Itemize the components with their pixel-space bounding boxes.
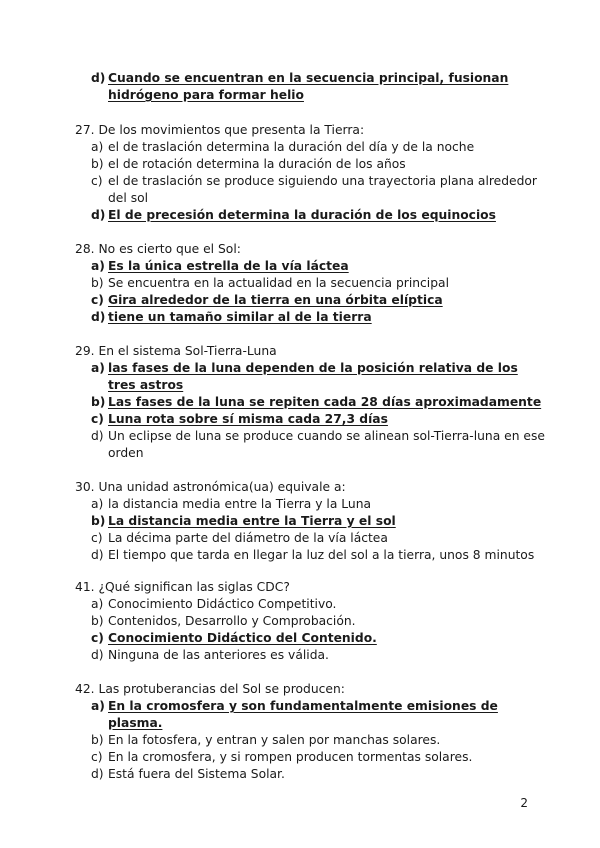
option-label: d) xyxy=(91,208,106,222)
option-label: b) xyxy=(91,733,104,747)
option-text: el de traslación se produce siguiendo una trayectoria plana alrededor del sol xyxy=(108,174,537,205)
page-number: 2 xyxy=(520,796,528,810)
question-29 xyxy=(75,343,545,462)
option-label: a) xyxy=(91,140,104,154)
option-label: d) xyxy=(91,548,104,562)
answer-option-correct xyxy=(75,207,545,224)
answer-option-correct xyxy=(75,360,545,394)
option-label: c) xyxy=(91,412,104,426)
question-stem: 28. No es cierto que el Sol: xyxy=(75,242,241,256)
question-stem: 29. En el sistema Sol-Tierra-Luna xyxy=(75,344,277,358)
answer-option xyxy=(75,275,545,292)
question-stem: 42. Las protuberancias del Sol se producen: xyxy=(75,682,345,696)
option-label: c) xyxy=(91,631,104,645)
option-text: Conocimiento Didáctico del Contenido. xyxy=(108,631,377,645)
answer-option xyxy=(75,766,545,783)
option-label: b) xyxy=(91,614,104,628)
option-label: d) xyxy=(91,767,104,781)
answer-option-correct xyxy=(75,630,545,647)
option-label: c) xyxy=(91,531,103,545)
option-text: Las fases de la luna se repiten cada 28 días aproximadamente xyxy=(108,395,542,409)
question-stem: 41. ¿Qué significan las siglas CDC? xyxy=(75,580,290,594)
option-label: a) xyxy=(91,597,104,611)
answer-option xyxy=(75,139,545,156)
answer-option xyxy=(75,173,545,207)
answer-option xyxy=(75,156,545,173)
answer-option xyxy=(75,749,545,766)
option-text: La décima parte del diámetro de la vía láctea xyxy=(108,531,388,545)
option-text: el de traslación determina la duración del día y de la noche xyxy=(108,140,475,154)
answer-option-correct xyxy=(75,70,545,104)
question-27 xyxy=(75,122,545,224)
option-text: Conocimiento Didáctico Competitivo. xyxy=(108,597,337,611)
answer-option-correct xyxy=(75,411,545,428)
option-text: El de precesión determina la duración de los equinocios xyxy=(108,208,496,222)
option-text: En la cromosfera, y si rompen producen tormentas solares. xyxy=(108,750,473,764)
answer-option xyxy=(75,613,545,630)
option-text: Cuando se encuentran en la secuencia principal, fusionan hidrógeno para formar helio xyxy=(108,71,509,102)
option-text: Ninguna de las anteriores es válida. xyxy=(108,648,329,662)
question-28 xyxy=(75,241,545,326)
answer-option xyxy=(75,428,545,462)
answer-option xyxy=(75,647,545,664)
option-text: las fases de la luna dependen de la posición relativa de los tres astros xyxy=(108,361,518,392)
option-text: En la cromosfera y son fundamentalmente emisiones de plasma. xyxy=(108,699,498,730)
question-41 xyxy=(75,579,545,664)
option-text: el de rotación determina la duración de los años xyxy=(108,157,406,171)
option-label: c) xyxy=(91,750,103,764)
option-label: d) xyxy=(91,71,106,85)
option-label: a) xyxy=(91,259,105,273)
option-text: la distancia media entre la Tierra y la Luna xyxy=(108,497,372,511)
answer-option xyxy=(75,530,545,547)
option-text: Contenidos, Desarrollo y Comprobación. xyxy=(108,614,356,628)
answer-option-correct xyxy=(75,292,545,309)
question-stem: 30. Una unidad astronómica(ua) equivale a: xyxy=(75,480,346,494)
option-label: d) xyxy=(91,429,104,443)
option-text: Es la única estrella de la vía láctea xyxy=(108,259,349,273)
answer-option xyxy=(75,496,545,513)
option-text: En la fotosfera, y entran y salen por manchas solares. xyxy=(108,733,441,747)
option-text: La distancia media entre la Tierra y el sol xyxy=(108,514,396,528)
question-stem: 27. De los movimientos que presenta la Tierra: xyxy=(75,123,365,137)
option-label: a) xyxy=(91,497,104,511)
option-text: tiene un tamaño similar al de la tierra xyxy=(108,310,372,324)
option-text: Se encuentra en la actualidad en la secuencia principal xyxy=(108,276,449,290)
answer-option xyxy=(75,547,545,564)
answer-option-correct xyxy=(75,394,545,411)
option-label: c) xyxy=(91,174,103,188)
option-text: Un eclipse de luna se produce cuando se alinean sol-Tierra-luna en ese orden xyxy=(108,429,545,460)
option-label: b) xyxy=(91,514,106,528)
option-label: b) xyxy=(91,395,106,409)
option-label: d) xyxy=(91,310,106,324)
answer-option xyxy=(75,732,545,749)
option-label: a) xyxy=(91,361,105,375)
answer-option-correct xyxy=(75,309,545,326)
answer-option-correct xyxy=(75,258,545,275)
option-text: Gira alrededor de la tierra en una órbita elíptica xyxy=(108,293,443,307)
option-label: a) xyxy=(91,699,105,713)
answer-option xyxy=(75,596,545,613)
option-label: b) xyxy=(91,276,104,290)
option-text: Luna rota sobre sí misma cada 27,3 días xyxy=(108,412,388,426)
answer-option-correct xyxy=(75,698,545,732)
option-label: c) xyxy=(91,293,104,307)
answer-option-correct xyxy=(75,513,545,530)
question-26-tail xyxy=(75,70,545,104)
question-42 xyxy=(75,681,545,783)
option-label: b) xyxy=(91,157,104,171)
option-label: d) xyxy=(91,648,104,662)
question-30 xyxy=(75,479,545,564)
option-text: Está fuera del Sistema Solar. xyxy=(108,767,285,781)
option-text: El tiempo que tarda en llegar la luz del sol a la tierra, unos 8 minutos xyxy=(108,548,535,562)
